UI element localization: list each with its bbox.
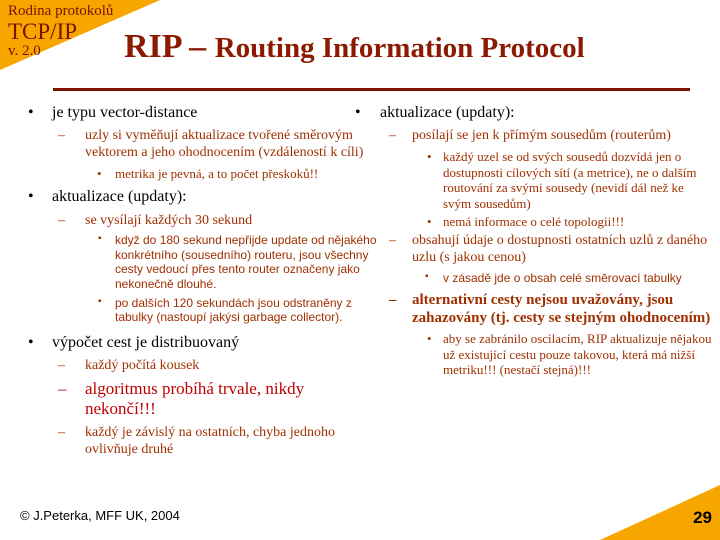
sub-bullet-highlight: – algoritmus probíhá trvale, nikdy nekončí!!! [58,378,305,419]
left-column [22,103,377,463]
bullet-distributed: • výpočet cest je distribuovaný [28,333,240,351]
sub-bullet: – každý je závislý na ostatních, chyba jednoho ovlivňuje druhé [58,425,335,458]
sub-bullet: – posílají se jen k přímým sousedům (routerům) [389,128,671,144]
sub-sub-bullet: • nemá informace o celé topologii!!! [427,214,625,230]
bullet-vector-distance: • je typu vector-distance [28,104,198,121]
sub-sub-bullet: ▪ v zásadě jde o obsah celé směrovací tabulky [425,270,682,285]
sub-bullet-bold: – alternativní cesty nejsou uvažovány, jsou zahazovány (tj. cesty se stejným ohodnocením) [389,291,711,326]
bullet-updates: • aktualizace (updaty): [28,188,187,206]
sub-sub-bullet: • metrika je pevná, a to počet přeskoků!! [97,165,319,181]
title-sub: Routing Information Protocol [214,32,585,64]
sub-bullet: – uzly si vyměňují aktualizace tvořené směrovým vektorem a jeho ohodnocením (vzdáleností k cíli) [58,128,364,160]
protocol-label: TCP/IP [8,19,78,44]
copyright: © J.Peterka, MFF UK, 2004 [20,508,180,523]
sub-sub-bullet: ▪ když do 180 sekund nepřijde update od nějakého konkrétního (sousedního) routeru, jsou všechny cesty vedoucí přes tento router označeny jako nekonečně dlouhé. [98,233,377,291]
right-column [355,103,715,381]
sub-sub-bullet: • každý uzel se od svých sousedů dozvídá jen o dostupnosti cílových sítí (a metrice), ne o dalším routování za svými sousedy (nevidí dál než ke svým sousedům) [427,148,697,211]
sub-bullet: – obsahují údaje o dostupnosti ostatních uzlů z daného uzlu (s jakou cenou) [389,232,708,265]
sub-bullet: – se vysílají každých 30 sekund [58,212,253,228]
series-label: Rodina protokolů [8,3,114,19]
sub-sub-bullet: ▪ po dalších 120 sekundách jsou odstraněny z tabulky (nastoupí jakýsi garbage collector). [98,295,352,325]
slide-title [124,28,585,66]
bullet-updates-right: • aktualizace (updaty): [355,104,515,121]
version-label: v. 2.0 [8,43,41,59]
sub-sub-bullet: • aby se zabránilo oscilacím, RIP aktualizuje nějakou už existující cestu pouze takovou, která má nižší metriku!!! (nestačí stejná)!!! [427,330,712,378]
page-number: 29 [693,508,712,527]
sub-bullet: – každý počítá kousek [58,357,200,373]
title-main: RIP – [124,28,215,65]
title-underline [53,88,690,91]
